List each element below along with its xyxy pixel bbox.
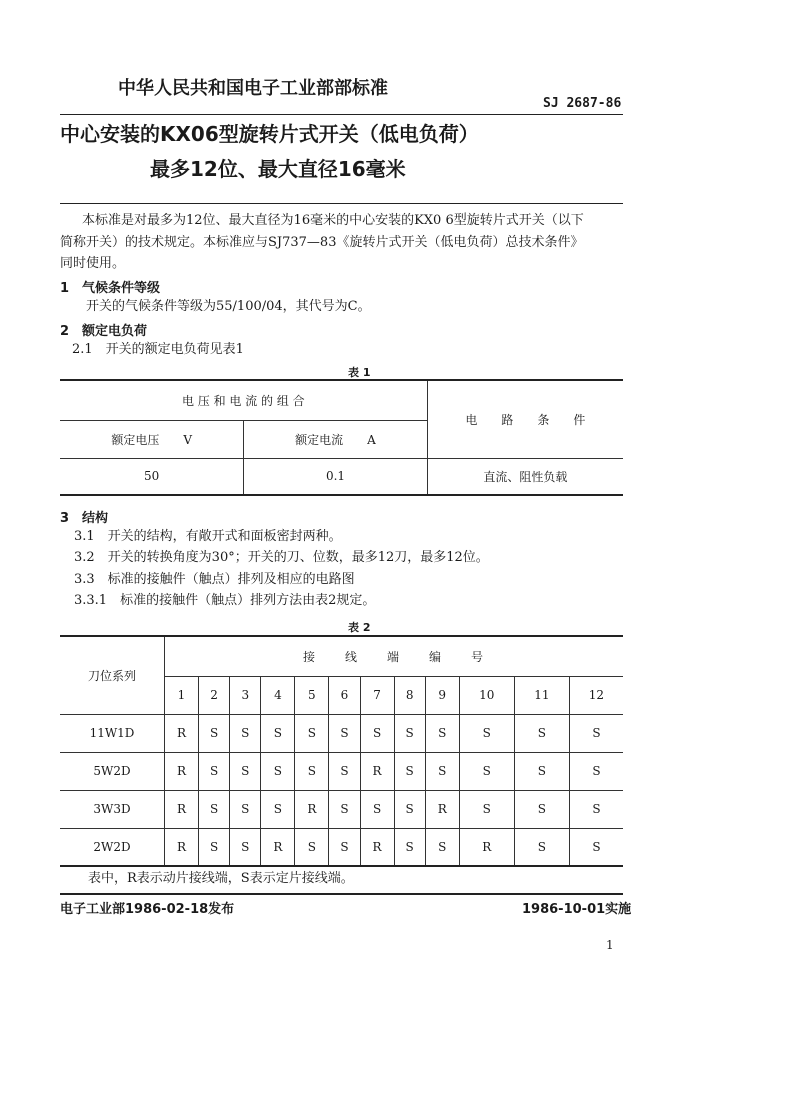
intro-line-2: 简称开关）的技术规定。本标准应与SJ737—83《旋转片式开关（低电负荷）总技术条件》 xyxy=(60,235,584,250)
table-1-voltage-header: 额定电压 V xyxy=(60,420,244,458)
table-2-cell: S xyxy=(198,714,229,752)
table-2-cell: S xyxy=(198,752,229,790)
table-2-cell: R xyxy=(360,828,394,866)
table-2-cell: S xyxy=(394,790,425,828)
table-2-cell: R xyxy=(165,752,199,790)
table-2-row xyxy=(60,828,623,866)
table-2 xyxy=(60,635,623,867)
table-2-cell: S xyxy=(360,790,394,828)
table-2-cell: R xyxy=(165,828,199,866)
document-title: 中心安装的KX06型旋转片式开关（低电负荷） xyxy=(60,122,479,146)
section-2-1-text: 2.1 开关的额定电负荷见表1 xyxy=(72,342,244,357)
table-2-cell: R xyxy=(261,828,295,866)
table-1-group-header: 电 压 和 电 流 的 组 合 xyxy=(60,380,427,420)
table-2-cell: S xyxy=(569,828,623,866)
table-2-cell: S xyxy=(261,752,295,790)
table-1-current-value: 0.1 xyxy=(244,458,427,495)
table-2-row-header: 刀位系列 xyxy=(60,636,165,714)
table-2-column-header: 2 xyxy=(198,676,229,714)
table-2-cell: S xyxy=(394,752,425,790)
table-2-cell: S xyxy=(514,752,569,790)
table-2-column-header: 10 xyxy=(459,676,514,714)
table-2-caption: 表 2 xyxy=(348,621,371,634)
section-3-1-text: 3.1 开关的结构，有敞开式和面板密封两种。 xyxy=(74,529,342,544)
table-2-column-header: 3 xyxy=(230,676,261,714)
table-2-note: 表中，R表示动片接线端，S表示定片接线端。 xyxy=(88,871,354,886)
table-2-cell: S xyxy=(360,714,394,752)
table-2-column-header: 7 xyxy=(360,676,394,714)
standard-number: SJ 2687-86 xyxy=(543,96,622,111)
table-1-current-header: 额定电流 A xyxy=(244,420,427,458)
table-2-cell: R xyxy=(295,790,329,828)
table-2-column-header: 8 xyxy=(394,676,425,714)
table-2-cell: R xyxy=(360,752,394,790)
table-2-row xyxy=(60,714,623,752)
table-2-column-header: 4 xyxy=(261,676,295,714)
title-divider xyxy=(60,203,623,204)
section-3-2-text: 3.2 开关的转换角度为30°；开关的刀、位数，最多12刀，最多12位。 xyxy=(74,550,489,565)
table-2-cell: S xyxy=(329,828,360,866)
table-2-cell: S xyxy=(198,790,229,828)
intro-line-1: 本标准是对最多为12位、最大直径为16毫米的中心安装的KX0 6型旋转片式开关（以下 xyxy=(82,213,584,228)
table-2-cell: S xyxy=(459,790,514,828)
table-2-cell: S xyxy=(295,752,329,790)
table-2-cell: S xyxy=(230,790,261,828)
table-2-cell: R xyxy=(425,790,459,828)
table-2-row xyxy=(60,790,623,828)
table-2-cell: S xyxy=(198,828,229,866)
table-2-cell: S xyxy=(569,752,623,790)
table-2-group-header: 接 线 端 编 号 xyxy=(165,636,624,676)
table-2-cell: S xyxy=(569,714,623,752)
header-divider xyxy=(60,114,623,115)
document-subtitle: 最多12位、最大直径16毫米 xyxy=(150,157,406,181)
table-2-column-header: 9 xyxy=(425,676,459,714)
table-2-cell: S xyxy=(569,790,623,828)
table-2-column-header: 1 xyxy=(165,676,199,714)
section-3-heading: 3 结构 xyxy=(60,511,109,526)
section-1-text: 开关的气候条件等级为55/100/04，其代号为C。 xyxy=(86,299,371,314)
table-2-cell: S xyxy=(425,752,459,790)
table-2-cell: S xyxy=(514,790,569,828)
table-2-row-label: 11W1D xyxy=(60,714,165,752)
table-1 xyxy=(60,379,623,496)
effective-date: 1986-10-01实施 xyxy=(522,902,632,917)
table-2-column-header: 12 xyxy=(569,676,623,714)
table-1-caption: 表 1 xyxy=(348,366,371,379)
table-2-row-label: 2W2D xyxy=(60,828,165,866)
table-2-cell: S xyxy=(295,714,329,752)
table-2-cell: R xyxy=(165,714,199,752)
table-1-condition-header: 电 路 条 件 xyxy=(427,380,623,458)
table-2-column-header: 6 xyxy=(329,676,360,714)
table-2-cell: S xyxy=(514,828,569,866)
table-2-row-label: 5W2D xyxy=(60,752,165,790)
table-2-column-header: 5 xyxy=(295,676,329,714)
table-2-cell: S xyxy=(425,828,459,866)
table-2-cell: S xyxy=(261,714,295,752)
table-2-cell: S xyxy=(514,714,569,752)
table-2-cell: R xyxy=(165,790,199,828)
table-2-column-header: 11 xyxy=(514,676,569,714)
section-3-3-1-text: 3.3.1 标准的接触件（触点）排列方法由表2规定。 xyxy=(74,593,376,608)
table-2-cell: S xyxy=(230,752,261,790)
footer-divider xyxy=(60,893,623,895)
issuing-organization: 中华人民共和国电子工业部部标准 xyxy=(118,78,388,99)
table-2-cell: S xyxy=(295,828,329,866)
table-2-cell: S xyxy=(394,828,425,866)
table-2-cell: S xyxy=(329,790,360,828)
table-2-cell: S xyxy=(459,714,514,752)
page-number: 1 xyxy=(606,938,614,952)
intro-line-3: 同时使用。 xyxy=(60,256,126,271)
section-3-3-text: 3.3 标准的接触件（触点）排列及相应的电路图 xyxy=(74,572,355,587)
table-2-cell: S xyxy=(394,714,425,752)
table-2-row-label: 3W3D xyxy=(60,790,165,828)
table-2-cell: S xyxy=(230,714,261,752)
table-2-cell: S xyxy=(230,828,261,866)
table-2-cell: R xyxy=(459,828,514,866)
table-2-cell: S xyxy=(425,714,459,752)
table-2-cell: S xyxy=(459,752,514,790)
table-2-cell: S xyxy=(329,752,360,790)
section-1-heading: 1 气候条件等级 xyxy=(60,281,161,296)
issue-date: 电子工业部1986-02-18发布 xyxy=(60,902,235,917)
table-2-cell: S xyxy=(261,790,295,828)
table-2-row xyxy=(60,752,623,790)
table-1-condition-value: 直流、阻性负载 xyxy=(427,458,623,495)
table-1-voltage-value: 50 xyxy=(60,458,244,495)
section-2-heading: 2 额定电负荷 xyxy=(60,324,148,339)
table-2-cell: S xyxy=(329,714,360,752)
